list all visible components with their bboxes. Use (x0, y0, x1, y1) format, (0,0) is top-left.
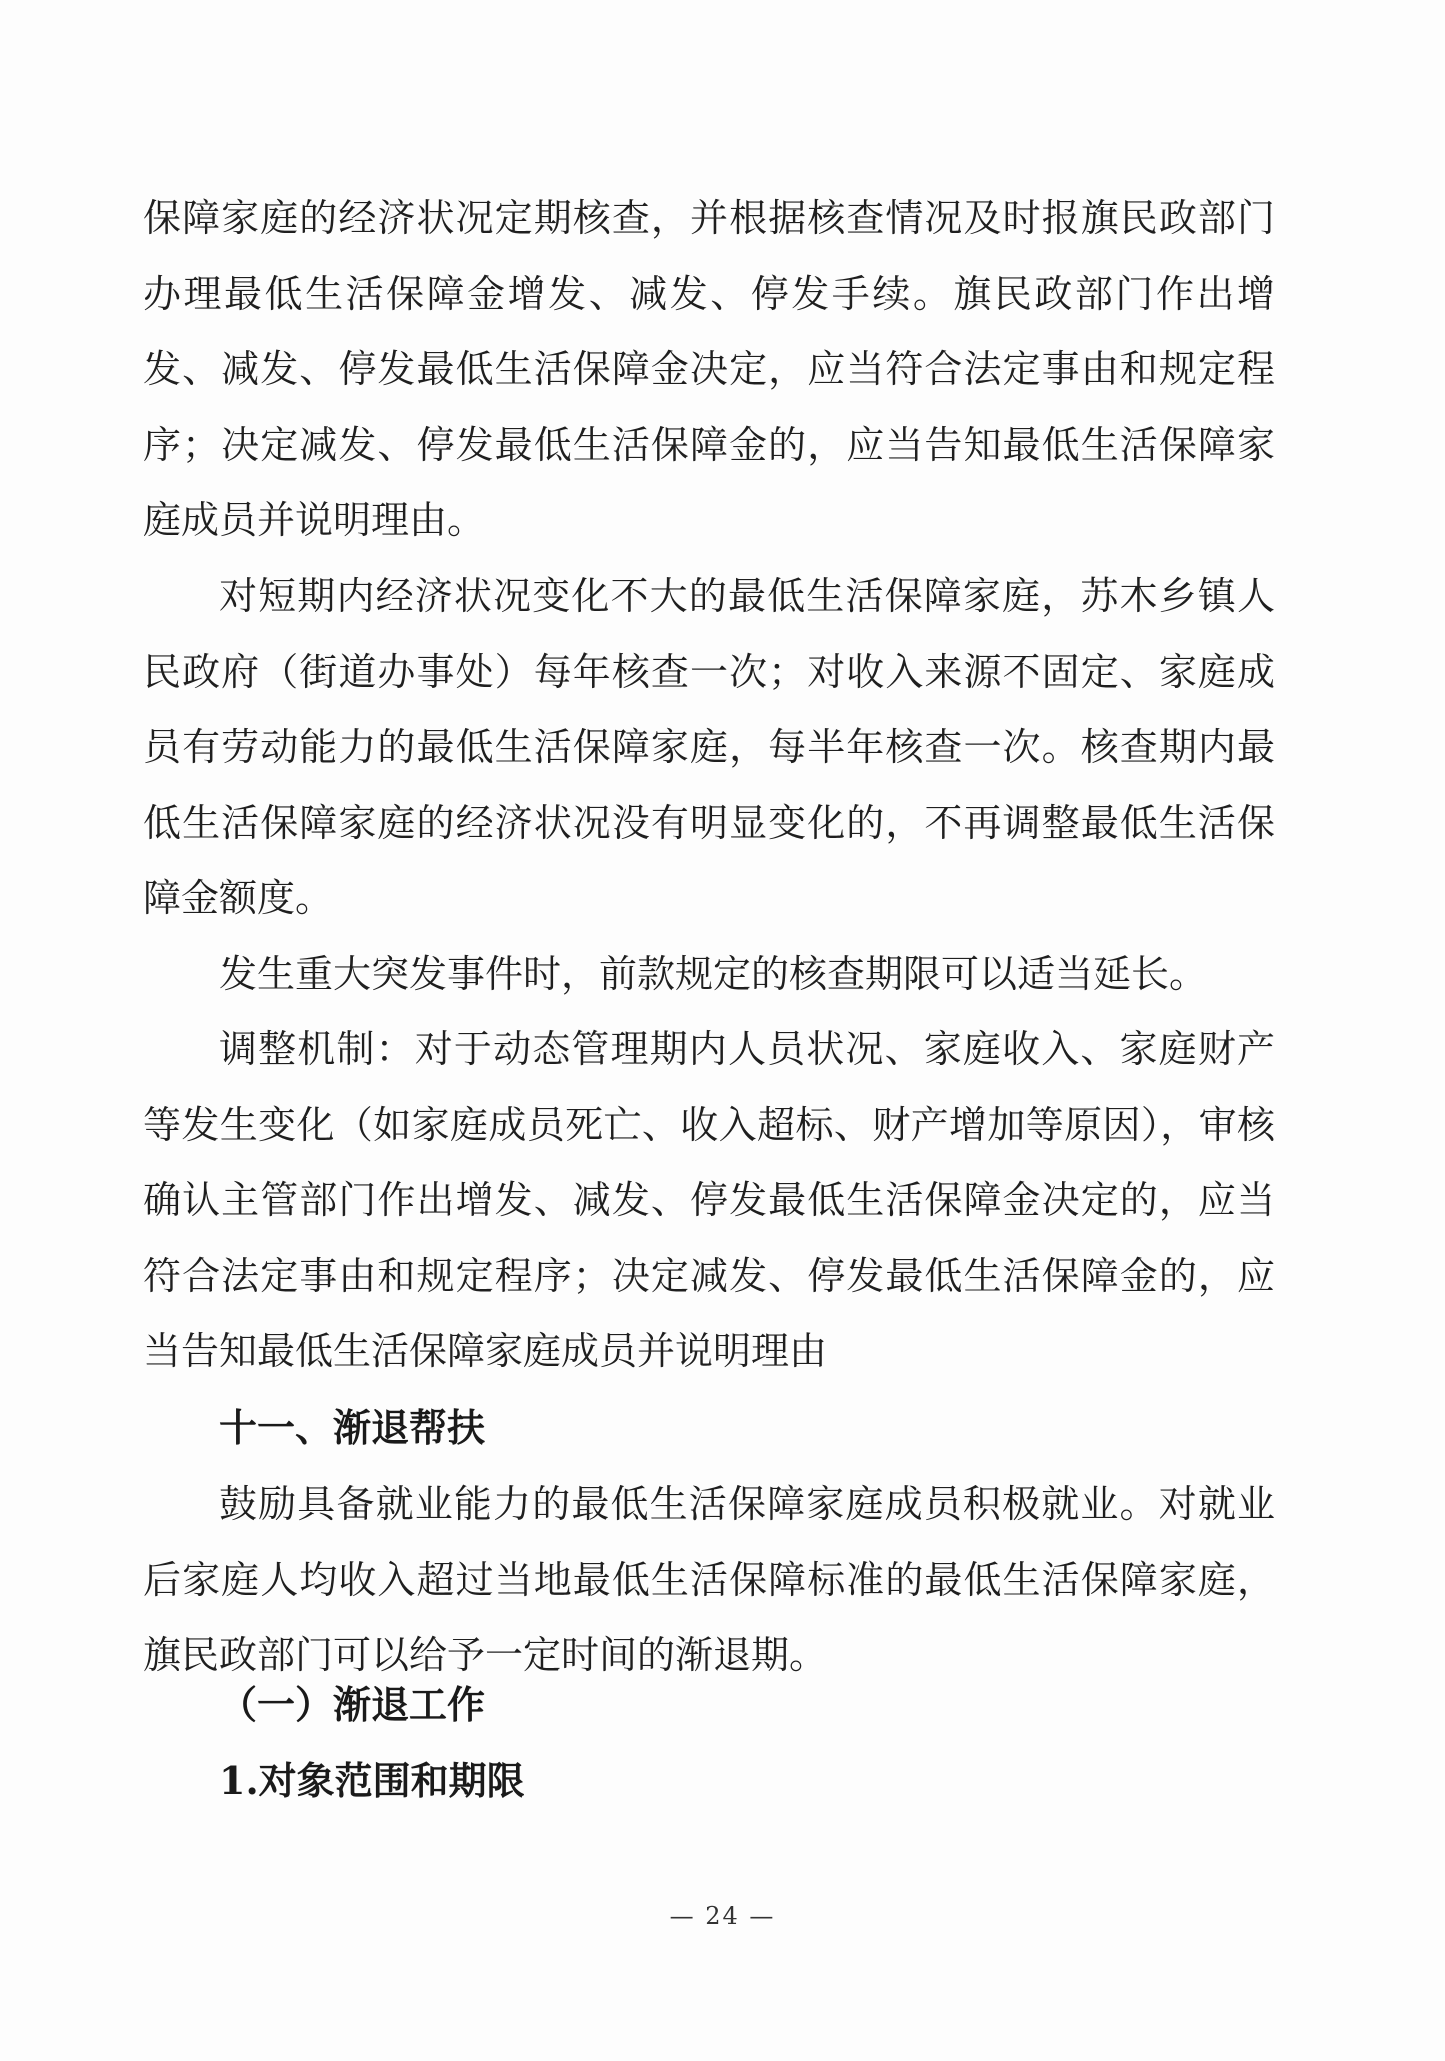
page-number: — 24 — (669, 1902, 776, 1930)
paragraph-review-frequency: 对短期内经济状况变化不大的最低生活保障家庭，苏木乡镇人民政府（街道办事处）每年核查一次；对收入来源不固定、家庭成员有劳动能力的最低生活保障家庭，每半年核查一次。核查期内最低生活保障家庭的经济状况没有明显变化的，不再调整最低生活保障金额度。 (143, 574, 1275, 920)
paragraph-encourage-employment: 鼓励具备就业能力的最低生活保障家庭成员积极就业。对就业后家庭人均收入超过当地最低生活保障标准的最低生活保障家庭，旗民政部门可以给予一定时间的渐退期。 (143, 1482, 1275, 1677)
paragraph-emergency-extension: 发生重大突发事件时，前款规定的核查期限可以适当延长。 (219, 952, 1208, 996)
subsection-heading-gradual-exit-work: （一）渐退工作 (219, 1683, 486, 1727)
item-heading-scope-and-period: 1.对象范围和期限 (219, 1758, 525, 1803)
paragraph-review-procedure: 保障家庭的经济状况定期核查，并根据核查情况及时报旗民政部门办理最低生活保障金增发、减发、停发手续。旗民政部门作出增发、减发、停发最低生活保障金决定，应当符合法定事由和规定程序；决定减发、停发最低生活保障金的，应当告知最低生活保障家庭成员并说明理由。 (143, 196, 1275, 542)
paragraph-adjustment-mechanism: 调整机制：对于动态管理期内人员状况、家庭收入、家庭财产等发生变化（如家庭成员死亡、收入超标、财产增加等原因），审核确认主管部门作出增发、减发、停发最低生活保障金决定的，应当符合法定事由和规定程序；决定减发、停发最低生活保障金的，应当告知最低生活保障家庭成员并说明理由 (143, 1027, 1275, 1373)
section-heading-gradual-exit: 十一、渐退帮扶 (219, 1406, 486, 1450)
